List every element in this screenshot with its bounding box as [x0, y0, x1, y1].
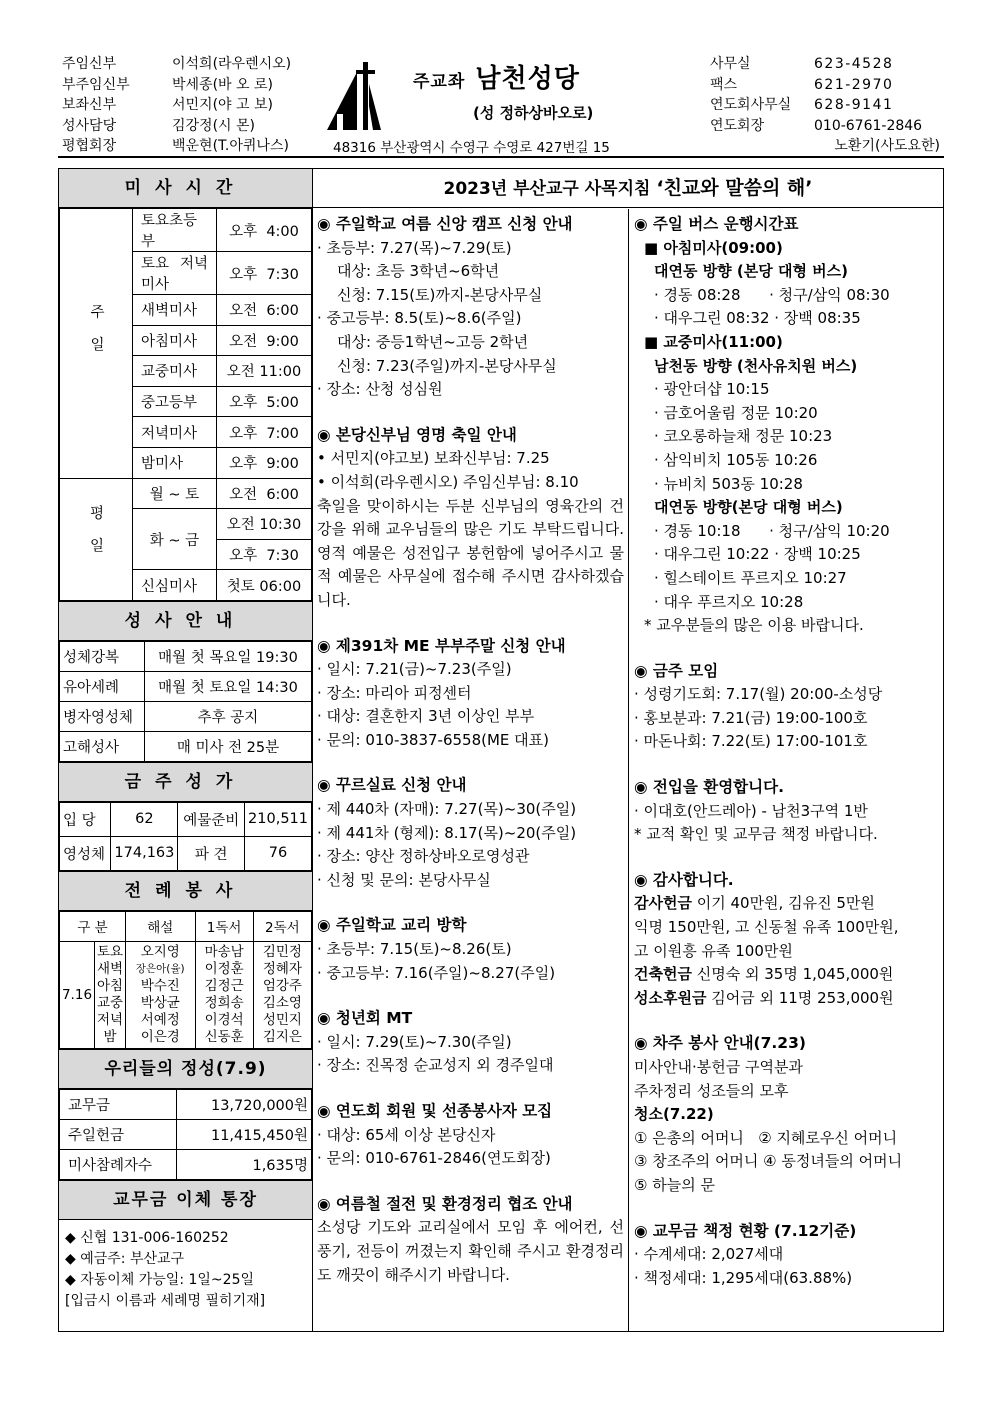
sacrament-value: 매월 첫 토요일 14:30: [145, 671, 312, 701]
motto-prefix: 2023년 부산교구 사목지침: [443, 179, 657, 199]
notice-line: · 중고등부: 8.5(토)~8.6(주일): [317, 309, 522, 328]
notice-line: · 제 441차 (형제): 8.17(목)~20(주일): [317, 823, 577, 842]
notice-section: [317, 892, 624, 985]
bulletin-body: [58, 168, 944, 1332]
notice-section: [317, 613, 624, 753]
notice-line: ⑤ 하늘의 문: [634, 1175, 715, 1194]
staff-row: 부주임신부 박세종(바 오 로): [62, 76, 273, 93]
notice-line: · 일시: 7.29(토)~7.30(주일): [317, 1032, 512, 1051]
mass-time: 오전 6:00: [217, 295, 312, 326]
notice-line: · 대상: 65세 이상 본당신자: [317, 1125, 496, 1144]
header: [58, 50, 944, 158]
staff-row: 성사담당 김강정(시 몬): [62, 117, 255, 134]
mass-time: 오후 7:30: [217, 252, 312, 295]
offering-table: [59, 1089, 312, 1180]
notice-line: · 중고등부: 7.16(주일)~8.27(주일): [317, 963, 556, 982]
notice-line: · 장소: 산청 성심원: [317, 380, 443, 399]
contact-row: 팩스 621-2970: [710, 76, 894, 93]
table-row: [60, 641, 312, 671]
table-row: [60, 802, 312, 836]
notice-title: ◉ 꾸르실료 신청 안내: [317, 776, 467, 795]
liturgy-reading2: [253, 941, 311, 1048]
sunday-label-text: 주일: [88, 303, 104, 369]
notice-line: · 대우 푸르지오 10:28: [654, 592, 804, 611]
offering-name: 교무금: [60, 1089, 177, 1119]
notice-line: • 이석희(라우렌시오) 주임신부님: 8.10: [317, 472, 579, 491]
volunteer-name: 엄강주: [262, 977, 302, 994]
notice-line: · 이대호(안드레아) - 남천3구역 1반: [634, 801, 868, 820]
notice-line: 신청: 7.23(주일)까지-본당사무실: [337, 356, 557, 375]
volunteer-name: 정희송: [204, 994, 244, 1011]
volunteer-name: 김소영: [262, 994, 302, 1011]
mass-time: 오후 7:30: [217, 539, 312, 570]
table-row: [60, 911, 312, 941]
notice-line: · 대상: 결혼한지 3년 이상인 부부: [317, 707, 535, 726]
offering-heading: 우리들의 정성(7.9): [59, 1049, 312, 1089]
liturgy-date: 7.16: [60, 941, 95, 1048]
notice-title: ◉ 차주 봉사 안내(7.23): [634, 1034, 806, 1053]
liturgy-mass: 아침: [96, 977, 124, 994]
table-row: [60, 478, 312, 509]
mass-time: 오전 6:00: [217, 478, 312, 509]
notice-line: · 경동 10:18 · 청구/삼익 10:20: [654, 521, 890, 540]
notice-line: · 대우그린 08:32 · 장백 08:35: [654, 309, 861, 328]
hymn-table: [59, 802, 312, 871]
notice-line: · 초등부: 7.15(토)~8.26(토): [317, 940, 512, 959]
offering-value: 1,635명: [177, 1149, 312, 1179]
notice-line: · 장소: 진목정 순교성지 외 경주일대: [317, 1056, 554, 1075]
notice-title: ◉ 청년회 MT: [317, 1009, 413, 1028]
liturgy-header: 1독서: [195, 911, 253, 941]
offering-name: 미사참례자수: [60, 1149, 177, 1179]
table-row: [60, 836, 312, 870]
notice-line: · 코오롱하늘채 정문 10:23: [654, 427, 833, 446]
mass-name: 신심미사: [133, 570, 217, 601]
volunteer-name: 정혜자: [262, 960, 302, 977]
staff-list: [62, 54, 291, 157]
offering-value: 11,415,450원: [177, 1119, 312, 1149]
mass-time: 첫토 06:00: [217, 570, 312, 601]
notice-line: ■ 교중미사(11:00): [644, 332, 783, 351]
patron-saint: (성 정하상바오로): [473, 104, 594, 122]
hymn-label: 영성체: [60, 836, 111, 870]
church-address: 48316 부산광역시 수영구 수영로 427번길 15: [333, 140, 610, 156]
hymn-value: 76: [245, 836, 312, 870]
mass-time: 오후 4:00: [217, 209, 312, 252]
notice-line: · 마돈나회: 7.22(토) 17:00-101호: [634, 732, 868, 751]
notice-section: [634, 847, 939, 1011]
hymn-label: 예물준비: [178, 802, 245, 836]
mass-name: 토요 저녁미사: [133, 252, 217, 295]
notice-line: 대연동 방향(본당 대형 버스): [654, 498, 843, 517]
volunteer-name: 성민지: [262, 1011, 302, 1028]
sacrament-name: 병자영성체: [60, 701, 145, 731]
contact-row: 연도회사무실 628-9141: [710, 97, 894, 113]
table-row: [60, 731, 312, 761]
volunteer-name: 마송남: [204, 943, 244, 960]
notice-line: 신청: 7.15(토)까지-본당사무실: [337, 285, 543, 304]
notice-line: · 경동 08:28 · 청구/삼익 08:30: [654, 285, 890, 304]
church-title: 주교좌 남천성당: [413, 64, 580, 94]
church-logo-icon: [323, 54, 383, 134]
mass-times-heading: 미사시간: [59, 169, 312, 208]
sacrament-value: 매 미사 전 25분: [145, 731, 312, 761]
notice-paragraph: 소성당 기도와 교리실에서 모임 후 에어컨, 선풍기, 전등이 꺼졌는지 확인해 주시고 환경정리도 깨끗이 해주시기 바랍니다.: [317, 1218, 624, 1284]
sacrament-name: 성체강복: [60, 641, 145, 671]
mass-time: 오전 9:00: [217, 325, 312, 356]
hymn-value: 174,163: [111, 836, 178, 870]
motto-emphasis: ‘친교와 말씀의 해’: [656, 177, 813, 199]
contact-row: 사무실 623-4528: [710, 56, 894, 72]
volunteer-name: 김민정: [262, 943, 302, 960]
notice-line: · 대우그린 10:22 · 장백 10:25: [654, 545, 861, 564]
liturgy-mass-list: [95, 941, 126, 1048]
notice-line: · 성령기도회: 7.17(월) 20:00-소성당: [634, 685, 883, 704]
notice-title: ◉ 교무금 책정 현황 (7.12기준): [634, 1221, 857, 1240]
mass-time: 오후 5:00: [217, 386, 312, 417]
notice-list: [630, 209, 943, 1294]
liturgy-mass: 새벽: [96, 960, 124, 977]
notice-paragraph: 축일을 맞이하시는 두분 신부님의 영육간의 건강을 위해 교우님들의 많은 기도 부탁드립니다. 영적 예물은 성전입구 봉헌함에 넣어주시고 물적 예물은 사무실에 접수해 주시면 감사하겠습니다.: [317, 496, 624, 609]
contact-person: 노환기(사도요한): [834, 138, 940, 154]
notice-list: [313, 209, 628, 1291]
liturgy-heading: 전례봉사: [59, 871, 312, 911]
notice-line: · 제 440차 (자매): 7.27(목)~30(주일): [317, 800, 577, 819]
volunteer-name: 이경석: [204, 1011, 244, 1028]
volunteer-name: 김정근: [204, 977, 244, 994]
staff-row: 평협회장 백운현(T.아퀴나스): [62, 138, 289, 154]
staff-row: 보좌신부 서민지(야 고 보): [62, 97, 273, 113]
bank-line: ◆ 자동이체 가능일: 1일~25일: [65, 1271, 255, 1288]
notice-line: * 교우분들의 많은 이용 바랍니다.: [644, 616, 864, 635]
mass-name: 밤미사: [133, 447, 217, 478]
liturgy-header: 구 분: [60, 911, 126, 941]
notice-section: [634, 754, 939, 847]
offering-name: 주일헌금: [60, 1119, 177, 1149]
mass-name: 새벽미사: [133, 295, 217, 326]
notices-column-2: [630, 209, 943, 1331]
sacrament-table: [59, 641, 312, 762]
notice-line: · 힐스테이트 푸르지오 10:27: [654, 568, 847, 587]
hymn-value: 210,511: [245, 802, 312, 836]
liturgy-commentary: [126, 941, 196, 1048]
notice-line: · 문의: 010-6761-2846(연도회장): [317, 1149, 551, 1168]
volunteer-name: 서예정: [140, 1011, 180, 1028]
left-column: [59, 169, 313, 1331]
notice-line: · 초등부: 7.27(목)~7.29(토): [317, 238, 512, 257]
sunday-label: [60, 209, 133, 479]
liturgy-reading1: [195, 941, 253, 1048]
notice-line: · 삼익비치 105동 10:26: [654, 450, 818, 469]
volunteer-name: 박수진: [140, 977, 180, 994]
liturgy-table: [59, 911, 312, 1049]
notice-line: 대상: 중등1학년~고등 2학년: [337, 332, 529, 351]
sacrament-name: 고해성사: [60, 731, 145, 761]
sacrament-name: 유아세례: [60, 671, 145, 701]
volunteer-name: 박상균: [140, 994, 180, 1011]
notice-line: 남천동 방향 (천사유치원 버스): [654, 356, 858, 375]
notice-line: 청소(7.22): [634, 1105, 714, 1124]
volunteer-name: 오지영: [140, 943, 180, 960]
liturgy-header: 해설: [126, 911, 196, 941]
notice-section: [634, 213, 939, 638]
mass-name: 교중미사: [133, 356, 217, 387]
notice-line: · 일시: 7.21(금)~7.23(주일): [317, 660, 512, 679]
notice-title: ◉ 감사합니다.: [634, 870, 734, 889]
table-row: [60, 701, 312, 731]
notice-title: ◉ 본당신부님 영명 축일 안내: [317, 425, 517, 444]
notice-line: 미사안내·봉헌금 구역분과: [634, 1058, 803, 1076]
volunteer-name: 장은아(율): [135, 962, 185, 975]
notice-line: · 신청 및 문의: 본당사무실: [317, 870, 491, 889]
mass-time: 오후 9:00: [217, 447, 312, 478]
hymn-heading: 금주성가: [59, 762, 312, 802]
bank-heading: 교무금 이체 통장: [59, 1180, 312, 1220]
notice-line: * 교적 확인 및 교무금 책정 바랍니다.: [634, 825, 878, 844]
mass-name: 저녁미사: [133, 417, 217, 448]
notice-line: • 서민지(야고보) 보좌신부님: 7.25: [317, 449, 550, 468]
bank-line: [입금시 이름과 세례명 필히기재]: [65, 1292, 266, 1309]
notice-title: ◉ 전입을 환영합니다.: [634, 778, 784, 797]
notice-line: · 문의: 010-3837-6558(ME 대표): [317, 730, 550, 749]
notice-line: 감사헌금 이기 40만원, 김유진 5만원: [634, 894, 875, 913]
hymn-label: 파 견: [178, 836, 245, 870]
sacrament-value: 추후 공지: [145, 701, 312, 731]
notice-line: · 장소: 양산 정하상바오로영성관: [317, 847, 530, 866]
weekday-label-text: 평일: [87, 504, 104, 570]
table-row: [60, 941, 312, 1048]
volunteer-name: 이정훈: [204, 960, 244, 977]
table-row: [60, 1089, 312, 1119]
notice-section: [317, 213, 624, 402]
notices-column-1: [313, 209, 629, 1331]
contact-row: 연도회장 010-6761-2846: [710, 117, 923, 134]
hymn-value: 62: [111, 802, 178, 836]
notice-section: [317, 1078, 624, 1171]
notice-section: [634, 638, 939, 754]
bulletin-page: [58, 50, 944, 1309]
notice-line: 익명 150만원, 고 신동철 유족 100만원,: [634, 918, 899, 937]
diocese-motto: [313, 169, 943, 208]
notice-section: [317, 985, 624, 1078]
volunteer-name: 이은경: [140, 1028, 180, 1045]
offering-value: 13,720,000원: [177, 1089, 312, 1119]
sacrament-heading: 성사안내: [59, 601, 312, 641]
notice-title: ◉ 금주 모임: [634, 661, 719, 680]
notice-section: [317, 752, 624, 892]
bank-info: [59, 1220, 312, 1320]
notice-line: · 수계세대: 2,027세대: [634, 1245, 784, 1264]
mass-name: 토요초등부: [133, 209, 217, 252]
volunteer-name: 김지은: [262, 1028, 302, 1045]
mass-name: 아침미사: [133, 325, 217, 356]
table-row: [60, 1149, 312, 1179]
mass-name: 화 ~ 금: [133, 509, 217, 570]
table-row: [60, 671, 312, 701]
notice-line: · 금호어울림 정문 10:20: [654, 403, 818, 422]
notice-section: [634, 1010, 939, 1197]
notice-section: [317, 1171, 624, 1287]
weekday-label: [60, 478, 133, 600]
mass-time: 오전 10:30: [217, 509, 312, 540]
liturgy-mass: 밤: [103, 1028, 117, 1045]
liturgy-mass: 교중: [96, 994, 124, 1011]
notice-line: · 장소: 마리아 피정센터: [317, 683, 472, 702]
contact-list: [710, 54, 940, 157]
bank-line: ◆ 신협 131-006-160252: [65, 1229, 229, 1246]
notice-title: ◉ 제391차 ME 부부주말 신청 안내: [317, 636, 566, 655]
volunteer-name: 신동훈: [204, 1028, 244, 1045]
notice-title: ◉ 여름철 절전 및 환경정리 협조 안내: [317, 1194, 573, 1213]
notice-line: 주차정리 성조들의 모후: [634, 1081, 789, 1100]
notice-line: 고 이원흥 유족 100만원: [634, 941, 793, 960]
notice-line: 대연동 방향 (본당 대형 버스): [654, 262, 848, 281]
notice-line: ① 은총의 어머니 ② 지혜로우신 어머니: [634, 1128, 898, 1147]
notice-line: ■ 아침미사(09:00): [644, 238, 783, 257]
staff-row: 주임신부 이석희(라우렌시오): [62, 56, 292, 72]
mass-time: 오전 11:00: [217, 356, 312, 387]
notice-section: [634, 1198, 939, 1291]
table-row: [60, 1119, 312, 1149]
notice-line: 건축헌금 신명숙 외 35명 1,045,000원: [634, 965, 894, 984]
notice-line: · 광안더샵 10:15: [654, 380, 770, 399]
notices-area: [313, 169, 943, 1331]
mass-name: 월 ~ 토: [133, 478, 217, 509]
liturgy-mass: 저녁: [96, 1011, 124, 1028]
table-row: [60, 209, 312, 252]
notice-line: · 책정세대: 1,295세대(63.88%): [634, 1268, 853, 1287]
notice-title: ◉ 주일학교 여름 신앙 캠프 신청 안내: [317, 215, 573, 233]
liturgy-mass: 토요: [96, 943, 124, 960]
hymn-label: 입 당: [60, 802, 111, 836]
notice-line: ③ 창조주의 어머니 ④ 동정녀들의 어머니: [634, 1152, 903, 1171]
notice-line: 대상: 초등 3학년~6학년: [337, 262, 500, 281]
notice-section: [317, 402, 624, 613]
notice-title: ◉ 주일학교 교리 방학: [317, 916, 467, 935]
bank-line: ◆ 예금주: 부산교구: [65, 1250, 185, 1267]
notice-line: · 홍보분과: 7.21(금) 19:00-100호: [634, 708, 868, 727]
notice-title: ◉ 연도회 회원 및 선종봉사자 모집: [317, 1102, 553, 1120]
notice-title: ◉ 주일 버스 운행시간표: [634, 215, 799, 233]
notice-line: · 뉴비치 503동 10:28: [654, 474, 803, 493]
notice-line: 성소후원금 김어금 외 11명 253,000원: [634, 988, 894, 1007]
mass-name: 중고등부: [133, 386, 217, 417]
liturgy-header: 2독서: [253, 911, 311, 941]
sacrament-value: 매월 첫 목요일 19:30: [145, 641, 312, 671]
mass-time: 오후 7:00: [217, 417, 312, 448]
mass-times-table: [59, 208, 312, 601]
